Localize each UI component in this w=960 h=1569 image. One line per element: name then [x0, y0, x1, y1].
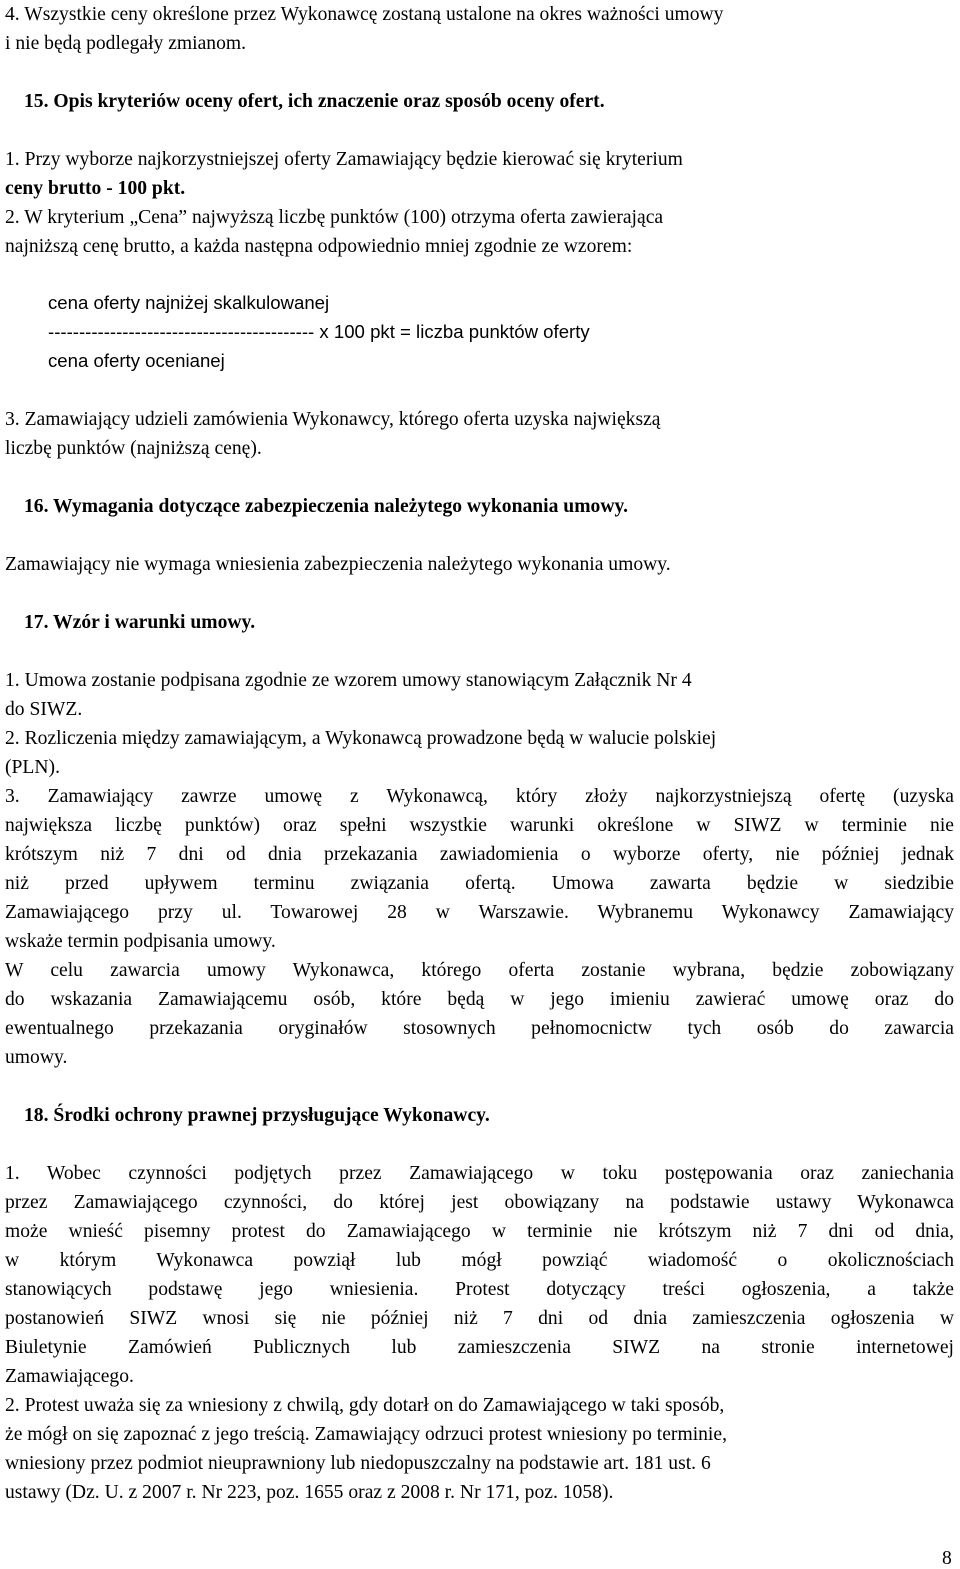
section17-point1-line1: 1. Umowa zostanie podpisana zgodnie ze wzorem umowy stanowiącym Załącznik Nr 4 — [5, 670, 692, 691]
section14-point4-line2: i nie będą podlegały zmianom. — [5, 33, 247, 54]
section18-point1-line5: stanowiących podstawę jego wniesienia. Protest dotyczący treści ogłoszenia, a także — [5, 1279, 954, 1300]
section15-heading: 15. Opis kryteriów oceny ofert, ich znaczenie oraz sposób oceny ofert. — [24, 91, 605, 112]
formula-denominator: cena oferty ocenianej — [48, 350, 225, 371]
section14-point4-line1: 4. Wszystkie ceny określone przez Wykonawcę zostaną ustalone na okres ważności umowy — [5, 4, 724, 25]
section18-point1-line4: w którym Wykonawca powziął lub mógł powziąć wiadomość o okolicznościach — [5, 1250, 954, 1271]
section17-point3-line6: wskaże termin podpisania umowy. — [5, 931, 276, 952]
section17-point2-line2: (PLN). — [5, 757, 60, 778]
section17-point3-line2: największa liczbę punktów) oraz spełni wszystkie warunki określone w SIWZ w terminie nie — [5, 815, 954, 836]
section17-paragraph-line1: W celu zawarcia umowy Wykonawca, którego oferta zostanie wybrana, będzie zobowiązany — [5, 960, 954, 981]
section17-point3-line4: niż przed upływem terminu związania ofertą. Umowa zawarta będzie w siedzibie — [5, 873, 954, 894]
section15-point2-line1: 2. W kryterium „Cena” najwyższą liczbę punktów (100) otrzyma oferta zawierająca — [5, 207, 664, 228]
section18-point1-line6: postanowień SIWZ wnosi się nie później niż 7 dni od dnia zamieszczenia ogłoszenia w — [5, 1308, 954, 1329]
section18-point2-line3: wniesiony przez podmiot nieuprawniony lub niedopuszczalny na podstawie art. 181 ust. 6 — [5, 1453, 711, 1474]
section17-point3-line5: Zamawiającego przy ul. Towarowej 28 w Warszawie. Wybranemu Wykonawcy Zamawiający — [5, 902, 954, 923]
section18-point2-line4: ustawy (Dz. U. z 2007 r. Nr 223, poz. 1655 oraz z 2008 r. Nr 171, poz. 1058). — [5, 1482, 614, 1503]
section15-point1-line2: ceny brutto - 100 pkt. — [5, 178, 186, 199]
section18-point1-line3: może wnieść pisemny protest do Zamawiającego w terminie nie krótszym niż 7 dni od dnia, — [5, 1221, 954, 1242]
section18-point2-line1: 2. Protest uważa się za wniesiony z chwilą, gdy dotarł on do Zamawiającego w taki sposób, — [5, 1395, 725, 1416]
formula-divider: ------------------------------------------- x 100 pkt = liczba punktów oferty — [48, 321, 590, 342]
section15-point3-line1: 3. Zamawiający udzieli zamówienia Wykonawcy, którego oferta uzyska największą — [5, 409, 661, 430]
section18-point1-line1: 1. Wobec czynności podjętych przez Zamawiającego w toku postępowania oraz zaniechania — [5, 1163, 954, 1184]
section17-heading: 17. Wzór i warunki umowy. — [24, 612, 256, 633]
section17-point3-line1: 3. Zamawiający zawrze umowę z Wykonawcą, który złoży najkorzystniejszą ofertę (uzyska — [5, 786, 954, 807]
section17-point2-line1: 2. Rozliczenia między zamawiającym, a Wykonawcą prowadzone będą w walucie polskiej — [5, 728, 717, 749]
section16-heading: 16. Wymagania dotyczące zabezpieczenia należytego wykonania umowy. — [24, 496, 629, 517]
section17-point1-line2: do SIWZ. — [5, 699, 83, 720]
section15-point3-line2: liczbę punktów (najniższą cenę). — [5, 438, 262, 459]
section16-text: Zamawiający nie wymaga wniesienia zabezpieczenia należytego wykonania umowy. — [5, 554, 671, 575]
section15-point1-line1: 1. Przy wyborze najkorzystniejszej oferty Zamawiający będzie kierować się kryterium — [5, 149, 683, 170]
section15-point2-line2: najniższą cenę brutto, a każda następna odpowiednio mniej zgodnie ze wzorem: — [5, 236, 633, 257]
section18-point1-line7: Biuletynie Zamówień Publicznych lub zamieszczenia SIWZ na stronie internetowej — [5, 1337, 954, 1358]
section17-paragraph-line3: ewentualnego przekazania oryginałów stosownych pełnomocnictw tych osób do zawarcia — [5, 1018, 954, 1039]
section18-point1-line8: Zamawiającego. — [5, 1366, 134, 1387]
page-number: 8 — [942, 1548, 952, 1569]
section18-heading: 18. Środki ochrony prawnej przysługujące Wykonawcy. — [24, 1105, 490, 1126]
formula-numerator: cena oferty najniżej skalkulowanej — [48, 292, 330, 313]
section18-point2-line2: że mógł on się zapoznać z jego treścią. Zamawiający odrzuci protest wniesiony po terminie, — [5, 1424, 727, 1445]
section18-point1-line2: przez Zamawiającego czynności, do której jest obowiązany na podstawie ustawy Wykonawca — [5, 1192, 954, 1213]
section17-paragraph-line4: umowy. — [5, 1047, 68, 1068]
section17-paragraph-line2: do wskazania Zamawiającemu osób, które będą w jego imieniu zawierać umowę oraz do — [5, 989, 954, 1010]
section17-point3-line3: krótszym niż 7 dni od dnia przekazania zawiadomienia o wyborze oferty, nie później jednak — [5, 844, 954, 865]
